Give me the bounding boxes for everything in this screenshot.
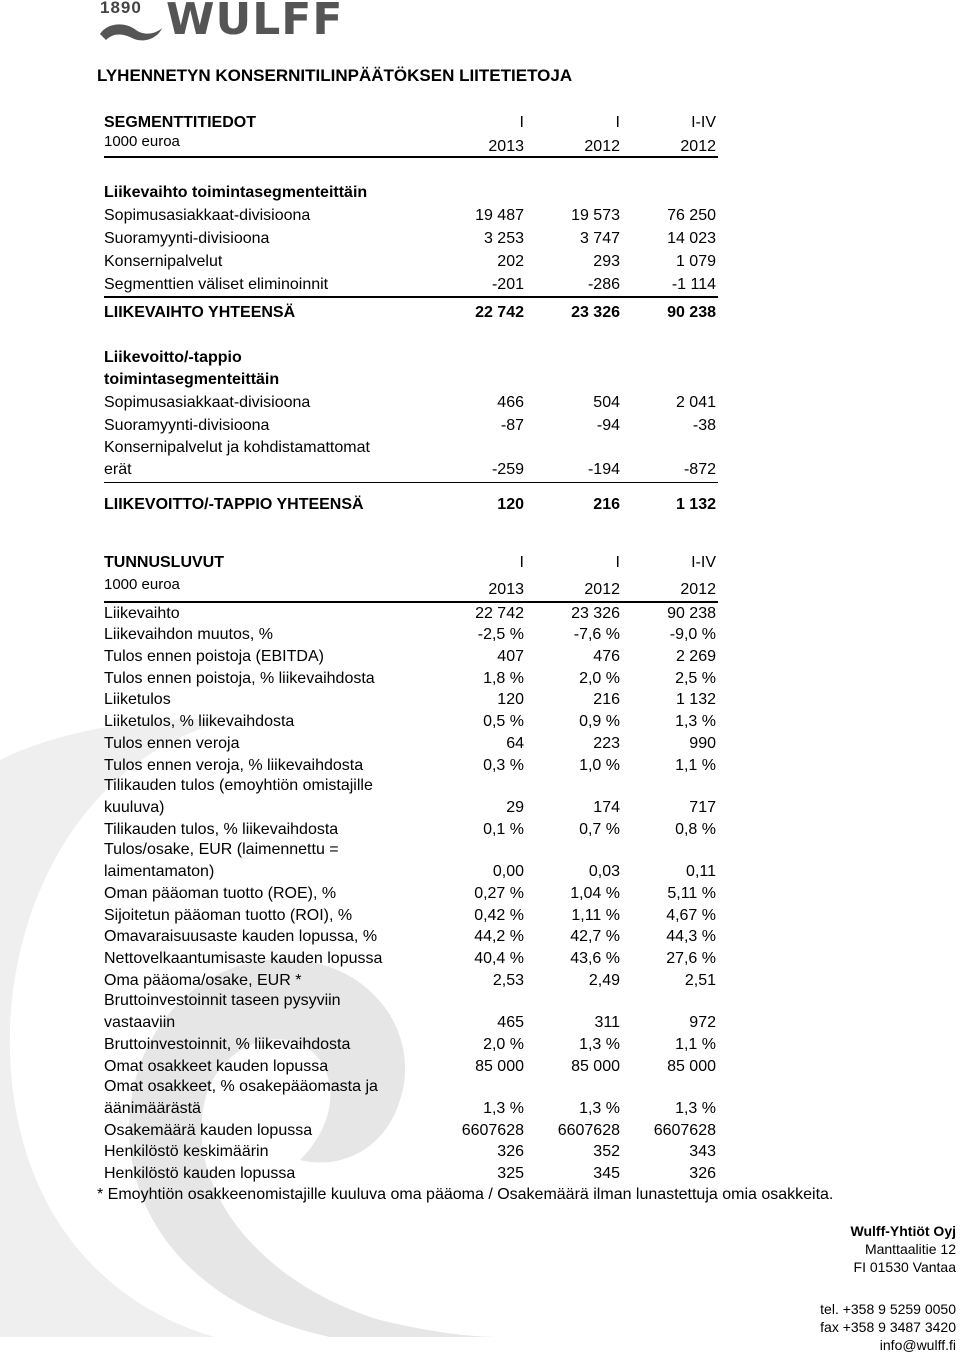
logo-year: 1890 xyxy=(100,0,142,17)
cell: -1 114 xyxy=(671,276,716,293)
cell: 2,49 xyxy=(588,971,620,989)
cell: -286 xyxy=(587,276,620,293)
cell: -2,5 % xyxy=(477,626,524,644)
table-row xyxy=(104,1098,718,1121)
profit-heading-row xyxy=(104,324,718,369)
logo-swirl-icon xyxy=(96,20,166,46)
cell: 64 xyxy=(506,734,524,752)
cell: 174 xyxy=(593,799,620,816)
cell: -194 xyxy=(587,461,620,478)
table-row xyxy=(104,1163,718,1185)
period-col-1: I xyxy=(519,114,524,131)
row-label: LIIKEVAIHTO YHTEENSÄ xyxy=(104,304,296,321)
cell: 44,3 % xyxy=(666,928,716,946)
cell: 1,3 % xyxy=(579,1100,620,1117)
cell: 22 742 xyxy=(475,304,524,321)
cell: 1 132 xyxy=(675,691,716,709)
table-row xyxy=(104,204,718,227)
cell: 29 xyxy=(506,799,524,816)
year-col-1: 2013 xyxy=(488,581,524,598)
row-label: Bruttoinvestoinnit taseen pysyviin xyxy=(104,991,341,1009)
company-tel: tel. +358 9 5259 0050 xyxy=(820,1301,956,1317)
table-row xyxy=(104,459,718,483)
company-street: Manttaalitie 12 xyxy=(864,1241,956,1257)
cell: 19 487 xyxy=(475,207,524,224)
table-row xyxy=(104,1012,718,1035)
table-row xyxy=(104,690,718,712)
row-label: LIIKEVOITTO/-TAPPIO YHTEENSÄ xyxy=(104,496,364,513)
table-row xyxy=(104,819,718,841)
table-row xyxy=(104,970,718,992)
cell: 90 238 xyxy=(667,604,716,622)
table-row xyxy=(104,1142,718,1164)
cell: -9,0 % xyxy=(669,626,716,644)
table-row xyxy=(104,1056,718,1078)
row-label: Segmenttien väliset eliminoinnit xyxy=(104,276,329,293)
cell: 27,6 % xyxy=(666,949,716,967)
cell: 4,67 % xyxy=(666,906,716,924)
table-row xyxy=(104,414,718,437)
table-row xyxy=(104,927,718,949)
cell: -259 xyxy=(491,461,524,478)
cell: 345 xyxy=(593,1165,620,1183)
year-col-3: 2012 xyxy=(680,138,716,155)
row-label: Nettovelkaantumisaste kauden lopussa xyxy=(104,949,383,967)
cell: 90 238 xyxy=(667,304,716,321)
keyfigures-unit: 1000 euroa xyxy=(104,576,180,593)
row-label: Tulos/osake, EUR (laimennettu = xyxy=(104,840,339,858)
cell: 19 573 xyxy=(571,207,620,224)
row-label: erät xyxy=(104,461,132,478)
row-label: Omat osakkeet, % osakepääomasta ja xyxy=(104,1077,378,1095)
cell: 990 xyxy=(689,734,716,752)
cell: 6607628 xyxy=(461,1121,524,1139)
row-label: Tilikauden tulos (emoyhtiön omistajille xyxy=(104,776,373,794)
cell: 1,3 % xyxy=(675,1100,716,1117)
row-label: Tulos ennen veroja xyxy=(104,734,240,752)
revenue-total-row xyxy=(104,298,718,324)
table-row xyxy=(104,861,718,884)
cell: 0,3 % xyxy=(483,756,524,774)
row-label: Liikevaihto xyxy=(104,604,180,622)
cell: 22 742 xyxy=(475,604,524,622)
cell: 2,53 xyxy=(492,971,524,989)
company-logo xyxy=(96,0,366,50)
year-col-2: 2012 xyxy=(584,138,620,155)
cell: 343 xyxy=(689,1143,716,1161)
row-label: Liiketulos xyxy=(104,691,171,709)
cell: 972 xyxy=(689,1014,716,1032)
row-label: Omat osakkeet kauden lopussa xyxy=(104,1057,329,1075)
cell: 6607628 xyxy=(653,1121,716,1139)
row-label: Bruttoinvestoinnit, % liikevaihdosta xyxy=(104,1035,351,1053)
cell: 76 250 xyxy=(667,207,716,224)
cell: 40,4 % xyxy=(474,949,524,967)
cell: 2,51 xyxy=(684,971,716,989)
segment-year-row xyxy=(104,134,718,158)
table-row xyxy=(104,777,718,797)
table-row xyxy=(104,905,718,927)
cell: 326 xyxy=(689,1165,716,1183)
cell: 3 253 xyxy=(483,230,524,247)
row-label: Tilikauden tulos, % liikevaihdosta xyxy=(104,820,339,838)
row-label: Oman pääoman tuotto (ROE), % xyxy=(104,884,337,902)
period-col-1: I xyxy=(519,554,524,571)
segment-heading: SEGMENTTITIEDOT xyxy=(104,114,256,131)
cell: 293 xyxy=(593,253,620,270)
cell: 326 xyxy=(497,1143,524,1161)
period-col-3: I-IV xyxy=(691,554,716,571)
table-row xyxy=(104,1034,718,1056)
cell: 202 xyxy=(497,253,524,270)
keyfigures-heading: TUNNUSLUVUT xyxy=(104,554,224,571)
year-col-3: 2012 xyxy=(680,581,716,598)
row-label: Liiketulos, % liikevaihdosta xyxy=(104,713,295,731)
cell: 216 xyxy=(593,691,620,709)
row-label: Liikevaihdon muutos, % xyxy=(104,626,273,644)
table-row xyxy=(104,273,718,298)
cell: 1,3 % xyxy=(579,1035,620,1053)
cell: 43,6 % xyxy=(570,949,620,967)
logo-wordmark: WULFF xyxy=(166,0,344,45)
cell: 1,8 % xyxy=(483,669,524,687)
cell: 1,0 % xyxy=(579,756,620,774)
row-label: Sopimusasiakkaat-divisioona xyxy=(104,394,311,411)
cell: 0,27 % xyxy=(474,884,524,902)
cell: 0,11 xyxy=(686,863,716,881)
cell: -87 xyxy=(500,417,524,434)
profit-heading-2: toimintasegmenteittäin xyxy=(104,371,280,388)
profit-heading: Liikevoitto/-tappio xyxy=(104,349,242,366)
row-label: Sijoitetun pääoman tuotto (ROI), % xyxy=(104,906,353,924)
table-row xyxy=(104,646,718,668)
row-label: Oma pääoma/osake, EUR * xyxy=(104,971,302,989)
row-label: äänimäärästä xyxy=(104,1100,201,1117)
cell: 85 000 xyxy=(475,1057,524,1075)
company-postal: FI 01530 Vantaa xyxy=(853,1259,956,1275)
cell: -94 xyxy=(596,417,620,434)
row-label: Suoramyynti-divisioona xyxy=(104,230,270,247)
footnote: * Emoyhtiön osakkeenomistajille kuuluva oma pääoma / Osakemäärä ilman lunastettuja omia osakkeita. xyxy=(97,1186,834,1203)
row-label: kuuluva) xyxy=(104,799,165,816)
table-row xyxy=(104,883,718,905)
row-label: vastaaviin xyxy=(104,1014,176,1032)
cell: -7,6 % xyxy=(573,626,620,644)
cell: 23 326 xyxy=(571,304,620,321)
table-row xyxy=(104,603,718,625)
row-label: laimentamaton) xyxy=(104,863,215,881)
company-email: info@wulff.fi xyxy=(879,1337,956,1353)
revenue-heading: Liikevaihto toimintasegmenteittäin xyxy=(104,184,368,201)
keyfigures-header-row xyxy=(104,550,718,574)
cell: 1,3 % xyxy=(675,713,716,731)
cell: 325 xyxy=(497,1165,524,1183)
row-label: Henkilöstö kauden lopussa xyxy=(104,1165,296,1183)
table-row xyxy=(104,625,718,647)
cell: 352 xyxy=(593,1143,620,1161)
cell: 0,5 % xyxy=(483,713,524,731)
row-label: Konsernipalvelut ja kohdistamattomat xyxy=(104,439,370,456)
cell: 407 xyxy=(497,648,524,666)
year-col-2: 2012 xyxy=(584,581,620,598)
table-row xyxy=(104,797,718,820)
keyfigures-table xyxy=(104,550,718,1185)
cell: 465 xyxy=(497,1014,524,1032)
cell: 466 xyxy=(497,394,524,411)
cell: 1,3 % xyxy=(483,1100,524,1117)
cell: 5,11 % xyxy=(667,884,716,902)
period-col-2: I xyxy=(615,554,620,571)
cell: 2,5 % xyxy=(675,669,716,687)
cell: 3 747 xyxy=(579,230,620,247)
row-label: Konsernipalvelut xyxy=(104,253,223,270)
cell: 216 xyxy=(593,496,620,513)
segment-table xyxy=(104,108,718,516)
cell: 44,2 % xyxy=(474,928,524,946)
row-label: Osakemäärä kauden lopussa xyxy=(104,1121,313,1139)
table-row xyxy=(104,711,718,733)
row-label: Tulos ennen veroja, % liikevaihdosta xyxy=(104,756,364,774)
keyfigures-rows xyxy=(104,603,718,1185)
profit-total-row xyxy=(104,483,718,516)
cell: -38 xyxy=(692,417,716,434)
cell: 0,8 % xyxy=(675,820,716,838)
cell: 0,42 % xyxy=(474,906,524,924)
company-name: Wulff-Yhtiöt Oyj xyxy=(850,1223,956,1239)
keyfigures-year-row xyxy=(104,574,718,603)
cell: 14 023 xyxy=(667,230,716,247)
period-col-3: I-IV xyxy=(691,114,716,131)
row-label: Omavaraisuusaste kauden lopussa, % xyxy=(104,928,378,946)
cell: 6607628 xyxy=(557,1121,620,1139)
cell: 120 xyxy=(497,691,524,709)
segment-header-row xyxy=(104,108,718,134)
cell: 1,11 % xyxy=(571,906,620,924)
row-label: Henkilöstö keskimäärin xyxy=(104,1143,269,1161)
table-row xyxy=(104,733,718,755)
row-label: Tulos ennen poistoja, % liikevaihdosta xyxy=(104,669,375,687)
cell: 0,1 % xyxy=(483,820,524,838)
cell: -201 xyxy=(491,276,524,293)
table-row xyxy=(104,1078,718,1098)
cell: 0,00 xyxy=(492,863,524,881)
cell: 2 041 xyxy=(675,394,716,411)
profit-heading-row-2 xyxy=(104,369,718,391)
table-row xyxy=(104,227,718,250)
cell: 1 132 xyxy=(675,496,716,513)
cell: 717 xyxy=(689,799,716,816)
table-row xyxy=(104,948,718,970)
year-col-1: 2013 xyxy=(488,138,524,155)
cell: 2 269 xyxy=(675,648,716,666)
cell: 2,0 % xyxy=(483,1035,524,1053)
cell: 85 000 xyxy=(667,1057,716,1075)
cell: 504 xyxy=(593,394,620,411)
cell: 85 000 xyxy=(571,1057,620,1075)
cell: 1 079 xyxy=(675,253,716,270)
company-contact xyxy=(820,1222,956,1354)
cell: 0,7 % xyxy=(579,820,620,838)
row-label: Tulos ennen poistoja (EBITDA) xyxy=(104,648,324,666)
table-row xyxy=(104,250,718,273)
cell: 0,03 xyxy=(588,863,620,881)
table-row xyxy=(104,992,718,1012)
cell: 311 xyxy=(594,1014,620,1032)
table-row xyxy=(104,755,718,777)
cell: -872 xyxy=(683,461,716,478)
cell: 0,9 % xyxy=(579,713,620,731)
period-col-2: I xyxy=(615,114,620,131)
segment-unit: 1000 euroa xyxy=(104,133,180,150)
company-fax: fax +358 9 3487 3420 xyxy=(820,1319,956,1335)
cell: 1,1 % xyxy=(675,756,716,774)
table-row xyxy=(104,391,718,414)
cell: 476 xyxy=(593,648,620,666)
row-label: Suoramyynti-divisioona xyxy=(104,417,270,434)
table-row xyxy=(104,841,718,861)
cell: 2,0 % xyxy=(579,669,620,687)
cell: 120 xyxy=(497,496,524,513)
page-title: LYHENNETYN KONSERNITILINPÄÄTÖKSEN LIITETIETOJA xyxy=(97,66,573,85)
row-label: Sopimusasiakkaat-divisioona xyxy=(104,207,311,224)
revenue-heading-row xyxy=(104,158,718,204)
table-row xyxy=(104,1120,718,1142)
cell: 23 326 xyxy=(571,604,620,622)
table-row xyxy=(104,668,718,690)
table-row xyxy=(104,437,718,459)
cell: 1,1 % xyxy=(675,1035,716,1053)
cell: 223 xyxy=(593,734,620,752)
cell: 42,7 % xyxy=(570,928,620,946)
cell: 1,04 % xyxy=(570,884,620,902)
